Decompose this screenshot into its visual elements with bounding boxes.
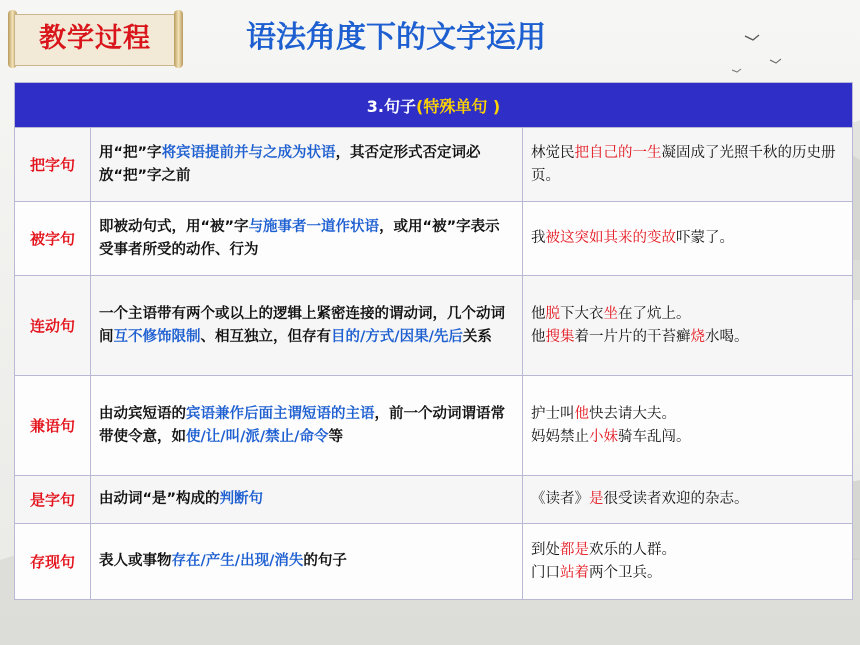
- example-segment: 着一片片的干苔癣: [574, 328, 691, 345]
- definition-segment: 用“把”字: [99, 144, 162, 161]
- example-segment: 很受读者欢迎的杂志。: [603, 491, 749, 507]
- example-line: [531, 426, 844, 449]
- sentence-type-example: [523, 202, 853, 276]
- table-row: [15, 476, 853, 524]
- example-segment: 欢乐的人群。: [589, 541, 676, 558]
- section-tag-scroll: [6, 8, 184, 70]
- definition-segment: 表人或事物: [99, 553, 172, 569]
- example-segment: 门口: [531, 564, 560, 581]
- table-row: [15, 524, 853, 600]
- definition-segment: 、相互独立，但存有: [200, 328, 331, 345]
- example-line: [531, 488, 844, 511]
- sentence-types-table: [14, 82, 853, 600]
- definition-segment: 存在/产生/出现/消失: [171, 553, 304, 569]
- example-line: [531, 562, 844, 585]
- sentence-type-definition: [91, 202, 523, 276]
- header-special-text: (特殊单句 ): [416, 96, 501, 116]
- example-line: [531, 539, 844, 562]
- sentence-type-example: [523, 128, 853, 202]
- example-segment: 站着: [560, 564, 589, 581]
- definition-segment: 由动宾短语的: [99, 405, 186, 422]
- example-segment: 把自己的一生: [574, 144, 662, 161]
- example-segment: 是: [589, 491, 604, 507]
- definition-segment: 由动词“是”构成的: [99, 491, 220, 507]
- definition-segment: 与施事者一道作状语: [248, 218, 380, 235]
- sentence-type-example: [523, 276, 853, 376]
- definition-segment: 目的/方式/因果/先后: [331, 328, 463, 345]
- example-segment: 凝固成了光照千秋的历史册页。: [531, 144, 836, 184]
- example-line: [531, 403, 844, 426]
- definition-segment: 互不修饰限制: [113, 328, 201, 345]
- definition-segment: 判断句: [219, 491, 264, 507]
- definition-segment: 的句子: [303, 553, 347, 569]
- sentence-type-definition: [91, 376, 523, 476]
- definition-segment: 即被动句式，用“被”字: [99, 218, 249, 235]
- example-segment: 妈妈禁止: [531, 428, 589, 445]
- definition-segment: ，前一个动词谓语常带使令意，如: [99, 405, 505, 445]
- example-segment: 吓蒙了。: [676, 230, 734, 246]
- sentence-type-definition: [91, 276, 523, 376]
- definition-segment: 等: [328, 428, 343, 445]
- definition-segment: 使/让/叫/派/禁止/命令: [186, 428, 329, 445]
- table-row: [15, 128, 853, 202]
- sentence-type-name: 被字句: [15, 202, 91, 276]
- sentence-type-definition: [91, 128, 523, 202]
- definition-segment: 将宾语提前并与之成为状语: [161, 144, 336, 161]
- example-line: [531, 303, 844, 326]
- definition-segment: ，或用“被”字表示受事者所受的动作、行为: [99, 218, 500, 258]
- example-segment: 烧: [690, 328, 705, 345]
- example-line: [531, 142, 844, 188]
- example-segment: 《读者》: [531, 491, 589, 507]
- example-segment: 都是: [560, 541, 589, 558]
- example-segment: 快去请大夫。: [589, 405, 676, 422]
- example-segment: 脱: [545, 305, 560, 322]
- example-line: [531, 227, 844, 250]
- sentence-type-name: 存现句: [15, 524, 91, 600]
- section-tag-label: 教学过程: [39, 23, 151, 54]
- definition-segment: 宾语兼作后面主谓短语的主语: [186, 405, 375, 422]
- table-row: [15, 276, 853, 376]
- example-segment: 到处: [531, 541, 560, 558]
- sentence-type-definition: [91, 476, 523, 524]
- sentence-type-name: 是字句: [15, 476, 91, 524]
- table-header-row: [15, 83, 853, 128]
- example-line: [531, 326, 844, 349]
- example-segment: 被这突如其来的变故: [545, 230, 676, 246]
- example-segment: 坐: [603, 305, 618, 322]
- sentence-type-name: 兼语句: [15, 376, 91, 476]
- sentence-type-name: 把字句: [15, 128, 91, 202]
- example-segment: 他: [531, 328, 546, 345]
- table-row: [15, 202, 853, 276]
- sentence-type-example: [523, 524, 853, 600]
- sentence-type-name: 连动句: [15, 276, 91, 376]
- example-segment: 骑车乱闯。: [618, 428, 691, 445]
- example-segment: 护士叫: [531, 405, 575, 422]
- definition-segment: 关系: [462, 328, 492, 345]
- example-segment: 小妹: [589, 428, 618, 445]
- definition-segment: ，其否定形式否定词必放“把”字之前: [99, 144, 481, 184]
- sentence-type-example: [523, 476, 853, 524]
- table-header-cell: [15, 83, 853, 128]
- example-segment: 两个卫兵。: [589, 564, 662, 581]
- example-segment: 他: [574, 405, 589, 422]
- definition-segment: 一个主语带有两个或以上的逻辑上紧密连接的谓动词，几个动词间: [99, 305, 505, 345]
- scroll-right-roll: [174, 10, 183, 68]
- example-segment: 水喝。: [705, 328, 749, 345]
- sentence-type-example: [523, 376, 853, 476]
- table-row: [15, 376, 853, 476]
- example-segment: 在了炕上。: [618, 305, 691, 322]
- example-segment: 下大衣: [560, 305, 604, 322]
- example-segment: 搜集: [545, 328, 575, 345]
- example-segment: 林觉民: [531, 144, 575, 161]
- example-segment: 他: [531, 305, 546, 322]
- example-segment: 我: [531, 230, 546, 246]
- header-plain-text: 3.句子: [366, 96, 416, 116]
- sentence-type-definition: [91, 524, 523, 600]
- page-title: 语法角度下的文字运用: [246, 20, 546, 55]
